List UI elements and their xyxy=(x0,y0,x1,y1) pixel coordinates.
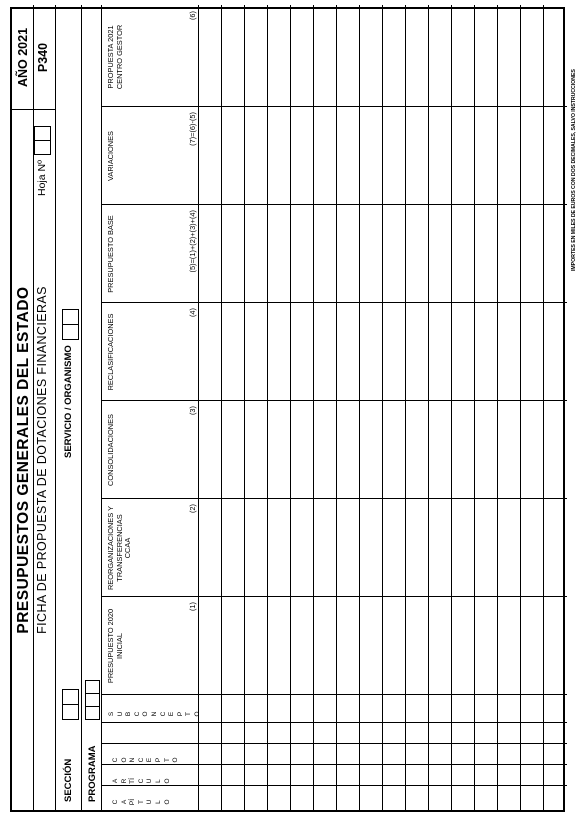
table-row-rule xyxy=(543,5,544,810)
rule-header-bottom xyxy=(198,5,199,810)
col-header-consolidaciones: CONSOLIDACIONES xyxy=(106,414,115,486)
programa-label: PROGRAMA xyxy=(87,745,98,802)
col-header-reorganizaciones: REORGANIZACIONES Y TRANSFERENCIAS CCAA xyxy=(106,505,133,591)
col-num-7: (6) xyxy=(188,11,197,21)
rule-subtitle xyxy=(55,5,56,810)
servicio-label: SERVICIO / ORGANISMO xyxy=(63,345,74,458)
table-row-rule xyxy=(428,5,429,810)
rule-seccion xyxy=(81,5,82,810)
form-sheet xyxy=(10,7,577,812)
header-subconcepto: SUBCONCEPTO xyxy=(108,711,201,717)
footer-note: IMPORTES EN MILES DE EUROS CON DOS DECIMALES, SALVO INSTRUCCIONES xyxy=(571,69,577,271)
col-num-3: (3) xyxy=(188,406,197,416)
form-title: PRESUPUESTOS GENERALES DEL ESTADO xyxy=(15,286,32,634)
servicio-box-2[interactable] xyxy=(62,309,79,325)
programa-box-3[interactable] xyxy=(85,680,100,694)
header-articulo: ARTÍCULO xyxy=(112,778,171,784)
rule-year xyxy=(12,109,55,110)
sheet-number-box-2[interactable] xyxy=(34,126,51,141)
table-row-rule xyxy=(474,5,475,810)
table-row-rule xyxy=(382,5,383,810)
col-num-6: (7)=(6)-(5) xyxy=(188,112,197,146)
seccion-box-2[interactable] xyxy=(62,689,79,705)
col-header-reclasificaciones: RECLASIFICACIONES xyxy=(106,313,115,391)
rule-programa xyxy=(101,5,102,810)
programa-box-1[interactable] xyxy=(85,706,100,720)
table-row-rule xyxy=(497,5,498,810)
col-num-2: (2) xyxy=(188,504,197,514)
sheet-number-box-1[interactable] xyxy=(34,140,51,155)
servicio-box-1[interactable] xyxy=(62,324,79,340)
col-num-4: (4) xyxy=(188,308,197,318)
form-subtitle: FICHA DE PROPUESTA DE DOTACIONES FINANCIERAS xyxy=(35,286,49,634)
form-code: P340 xyxy=(36,42,50,73)
header-concepto: CONCEPTO xyxy=(112,757,180,763)
rule-title xyxy=(33,5,34,810)
table-row-rule xyxy=(451,5,452,810)
table-row-rule xyxy=(520,5,521,810)
table-row-rule xyxy=(313,5,314,810)
header-capitulo: CAPÍTULO xyxy=(112,798,171,806)
seccion-label: SECCIÓN xyxy=(63,758,74,802)
rotated-form xyxy=(10,7,577,812)
table-row-rule xyxy=(290,5,291,810)
table-row-rule xyxy=(267,5,268,810)
col-header-propuesta-2021: PROPUESTA 2021 CENTRO GESTOR xyxy=(106,24,124,90)
sheet-number-label: Hoja Nº xyxy=(36,160,48,196)
col-num-1: (1) xyxy=(188,602,197,612)
year-label: AÑO 2021 xyxy=(16,27,30,88)
col-header-presupuesto-base: PRESUPUESTO BASE xyxy=(106,215,115,293)
seccion-box-1[interactable] xyxy=(62,704,79,720)
col-header-presupuesto-2020: PRESUPUESTO 2020 INICIAL xyxy=(106,608,124,684)
table-row-rule xyxy=(405,5,406,810)
col-header-variaciones: VARIACIONES xyxy=(106,131,115,181)
table-row-rule xyxy=(359,5,360,810)
col-num-5: (5)=(1)+(2)+(3)+(4) xyxy=(188,210,197,273)
table-row-rule xyxy=(336,5,337,810)
table-row-rule xyxy=(221,5,222,810)
programa-box-2[interactable] xyxy=(85,693,100,707)
table-row-rule xyxy=(244,5,245,810)
